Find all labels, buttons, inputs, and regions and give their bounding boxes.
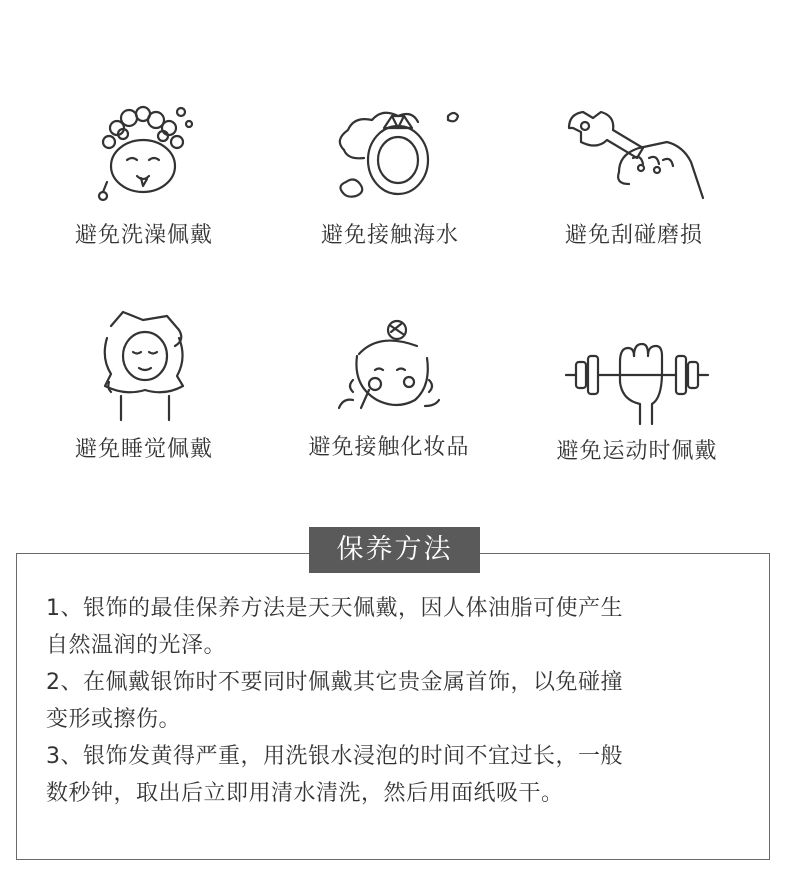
tip-label: 避免睡觉佩戴 (74, 437, 213, 462)
ring-in-water-icon (320, 98, 460, 210)
tip-label: 避免洗澡佩戴 (74, 223, 213, 248)
tip-card-seawater (270, 98, 510, 249)
makeup-face-icon (329, 318, 449, 422)
sleeping-person-icon (89, 306, 199, 424)
care-tip-line: 3、银饰发黄得严重，用洗银水浸泡的时间不宜过长，一般 (46, 744, 623, 769)
tip-label: 避免运动时佩戴 (556, 439, 718, 464)
care-tip-line: 1、银饰的最佳保养方法是天天佩戴，因人体油脂可使产生 (46, 596, 623, 621)
tip-label: 避免接触化妆品 (308, 435, 470, 460)
dumbbell-hand-icon (562, 332, 712, 426)
tip-label: 避免刮碰磨损 (564, 223, 703, 248)
care-tips-list (46, 590, 706, 812)
bath-bubbles-icon (89, 98, 199, 210)
tip-card-sport (517, 332, 757, 465)
care-tip-line: 变形或擦伤。 (46, 707, 182, 732)
care-tip-line: 自然温润的光泽。 (46, 633, 227, 658)
tip-card-sleep (24, 306, 264, 463)
wrench-hand-icon (559, 98, 709, 210)
care-method-title: 保养方法 (309, 527, 480, 573)
tip-card-cosmetics (269, 318, 509, 461)
care-tip-line: 数秒钟，取出后立即用清水清洗，然后用面纸吸干。 (46, 781, 564, 806)
tip-label: 避免接触海水 (320, 223, 459, 248)
care-tip-line: 2、在佩戴银饰时不要同时佩戴其它贵金属首饰，以免碰撞 (46, 670, 623, 695)
tip-card-scratch (514, 98, 754, 249)
tip-card-bath (24, 98, 264, 249)
